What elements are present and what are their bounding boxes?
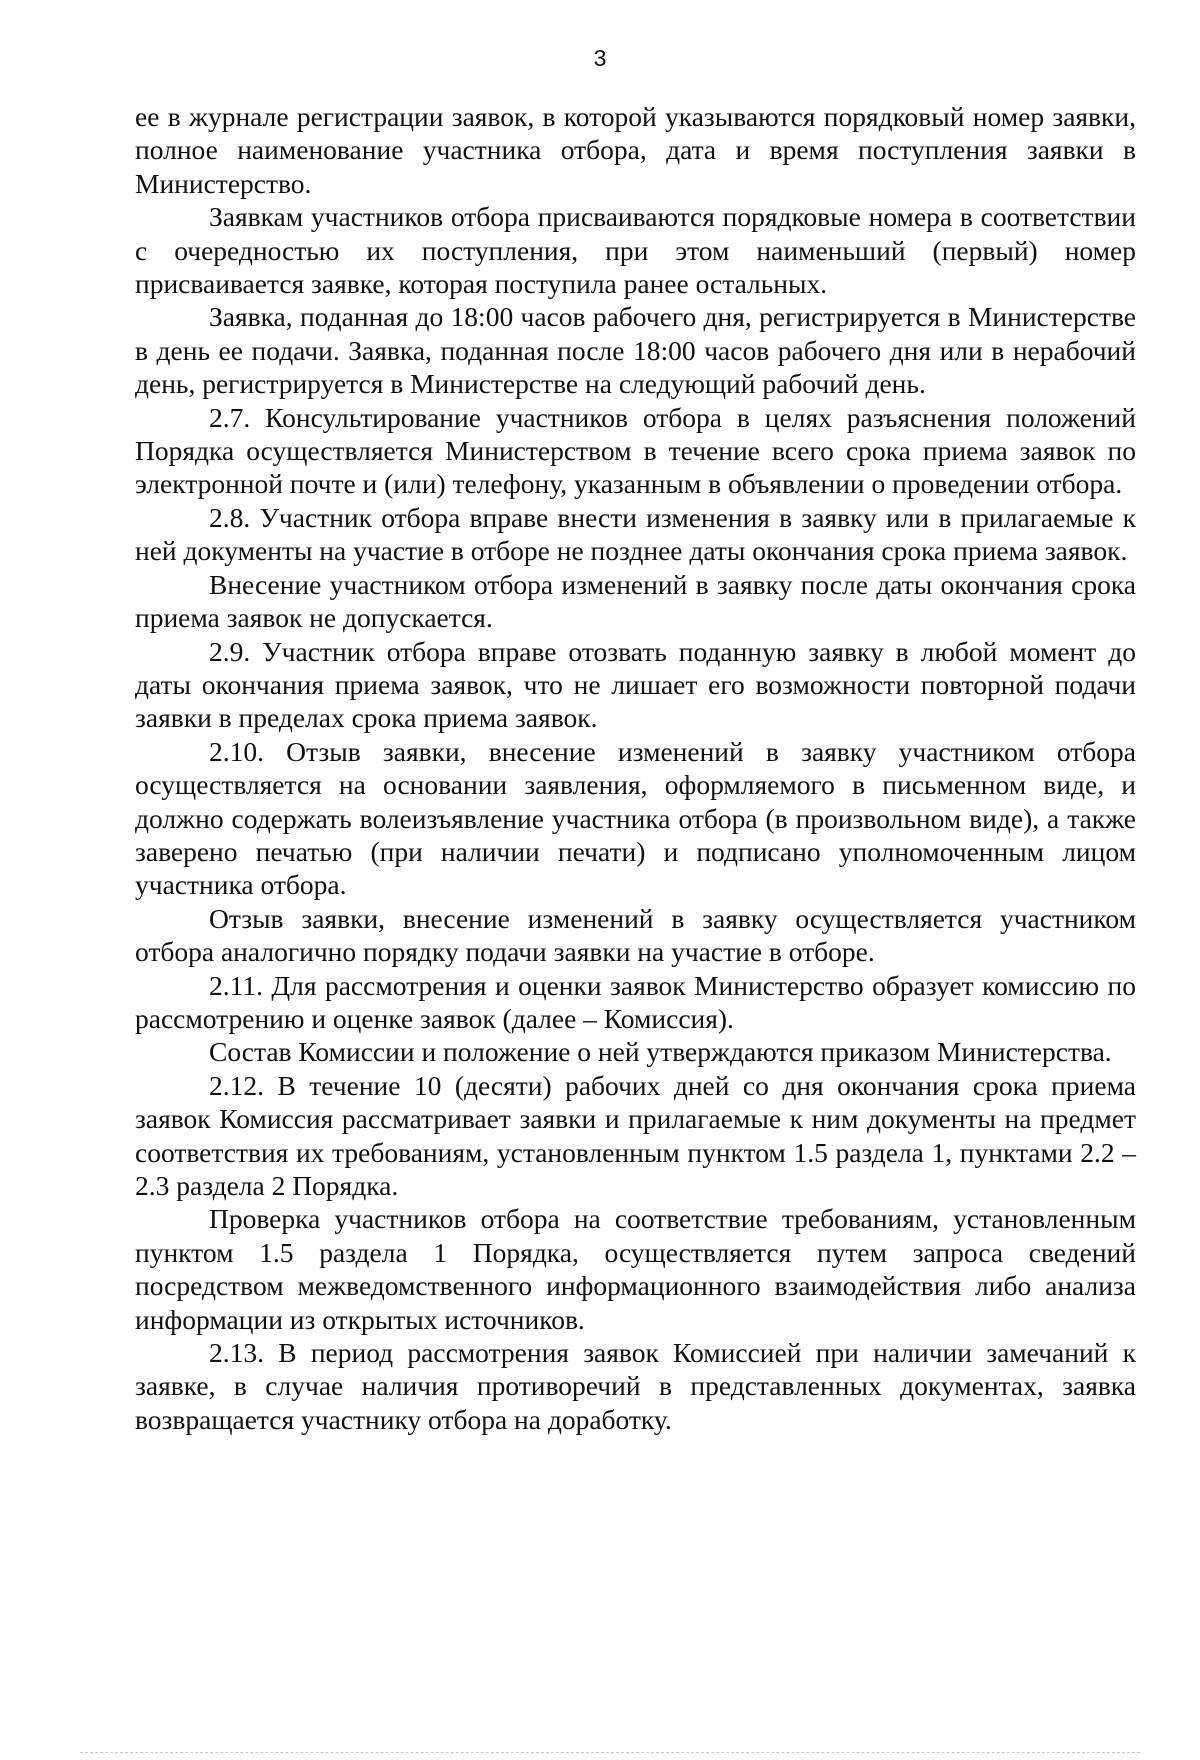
paragraph-amendments-not-allowed: Внесение участником отбора изменений в заявку после даты окончания срока приема заявок не допускается.	[135, 568, 1136, 634]
paragraph-2-10-withdrawal-procedure: 2.10. Отзыв заявки, внесение изменений в заявку участником отбора осуществляется на основании заявления, оформляемого в письменном виде, и должно содержать волеизъявление участника отбора (в произвольном виде), а также заверено печатью (при наличии печати) и подписано уполномоченным лицом участника отбора.	[135, 735, 1136, 901]
paragraph-2-13-return: 2.13. В период рассмотрения заявок Комиссией при наличии замечаний к заявке, в случае наличия противоречий в представленных документах, заявка возвращается участнику отбора на доработку.	[135, 1337, 1136, 1435]
paragraph-submission-deadline: Заявка, поданная до 18:00 часов рабочего дня, регистрируется в Министерстве в день ее подачи. Заявка, поданная после 18:00 часов рабочего дня или в нерабочий день, регистрируется в Министерстве на следующий рабочий день.	[135, 301, 1136, 400]
paragraph-2-7-consulting: 2.7. Консультирование участников отбора в целях разъяснения положений Порядка осуществляется Министерством в течение всего срока приема заявок по электронной почте и (или) телефону, указанным в объявлении о проведении отбора.	[135, 401, 1136, 500]
paragraph-2-12-review: 2.12. В течение 10 (десяти) рабочих дней со дня окончания срока приема заявок Комиссия рассматривает заявки и прилагаемые к ним документы на предмет соответствия их требованиям, установленным пунктом 1.5 раздела 1, пунктами 2.2 – 2.3 раздела 2 Порядка.	[135, 1069, 1136, 1201]
page-number: 3	[593, 45, 607, 71]
paragraph-registration-journal: ее в журнале регистрации заявок, в которой указываются порядковый номер заявки, полное наименование участника отбора, дата и время поступления заявки в Министерство.	[135, 101, 1136, 199]
page-bottom-edge	[80, 1752, 1140, 1753]
paragraph-2-8-amendments: 2.8. Участник отбора вправе внести изменения в заявку или в прилагаемые к ней документы на участие в отборе не позднее даты окончания срока приема заявок.	[135, 501, 1136, 567]
paragraph-withdrawal-analogous: Отзыв заявки, внесение изменений в заявку осуществляется участником отбора аналогично порядку подачи заявки на участие в отборе.	[135, 902, 1136, 968]
paragraph-2-9-withdrawal: 2.9. Участник отбора вправе отозвать поданную заявку в любой момент до даты окончания приема заявок, что не лишает его возможности повторной подачи заявки в пределах срока приема заявок.	[135, 635, 1136, 734]
paragraph-commission-composition: Состав Комиссии и положение о ней утверждаются приказом Министерства.	[209, 1036, 1112, 1068]
paragraph-requirements-check: Проверка участников отбора на соответствие требованиям, установленным пунктом 1.5 раздела 1 Порядка, осуществляется путем запроса сведений посредством межведомственного информационного взаимодействия либо анализа информации из открытых источников.	[135, 1203, 1136, 1335]
paragraph-sequence-numbers: Заявкам участников отбора присваиваются порядковые номера в соответствии с очередностью их поступления, при этом наименьший (первый) номер присваивается заявке, которая поступила ранее остальных.	[135, 201, 1136, 300]
document-body	[135, 100, 1136, 1436]
paragraph-2-11-commission: 2.11. Для рассмотрения и оценки заявок Министерство образует комиссию по рассмотрению и оценке заявок (далее – Комиссия).	[135, 969, 1136, 1034]
